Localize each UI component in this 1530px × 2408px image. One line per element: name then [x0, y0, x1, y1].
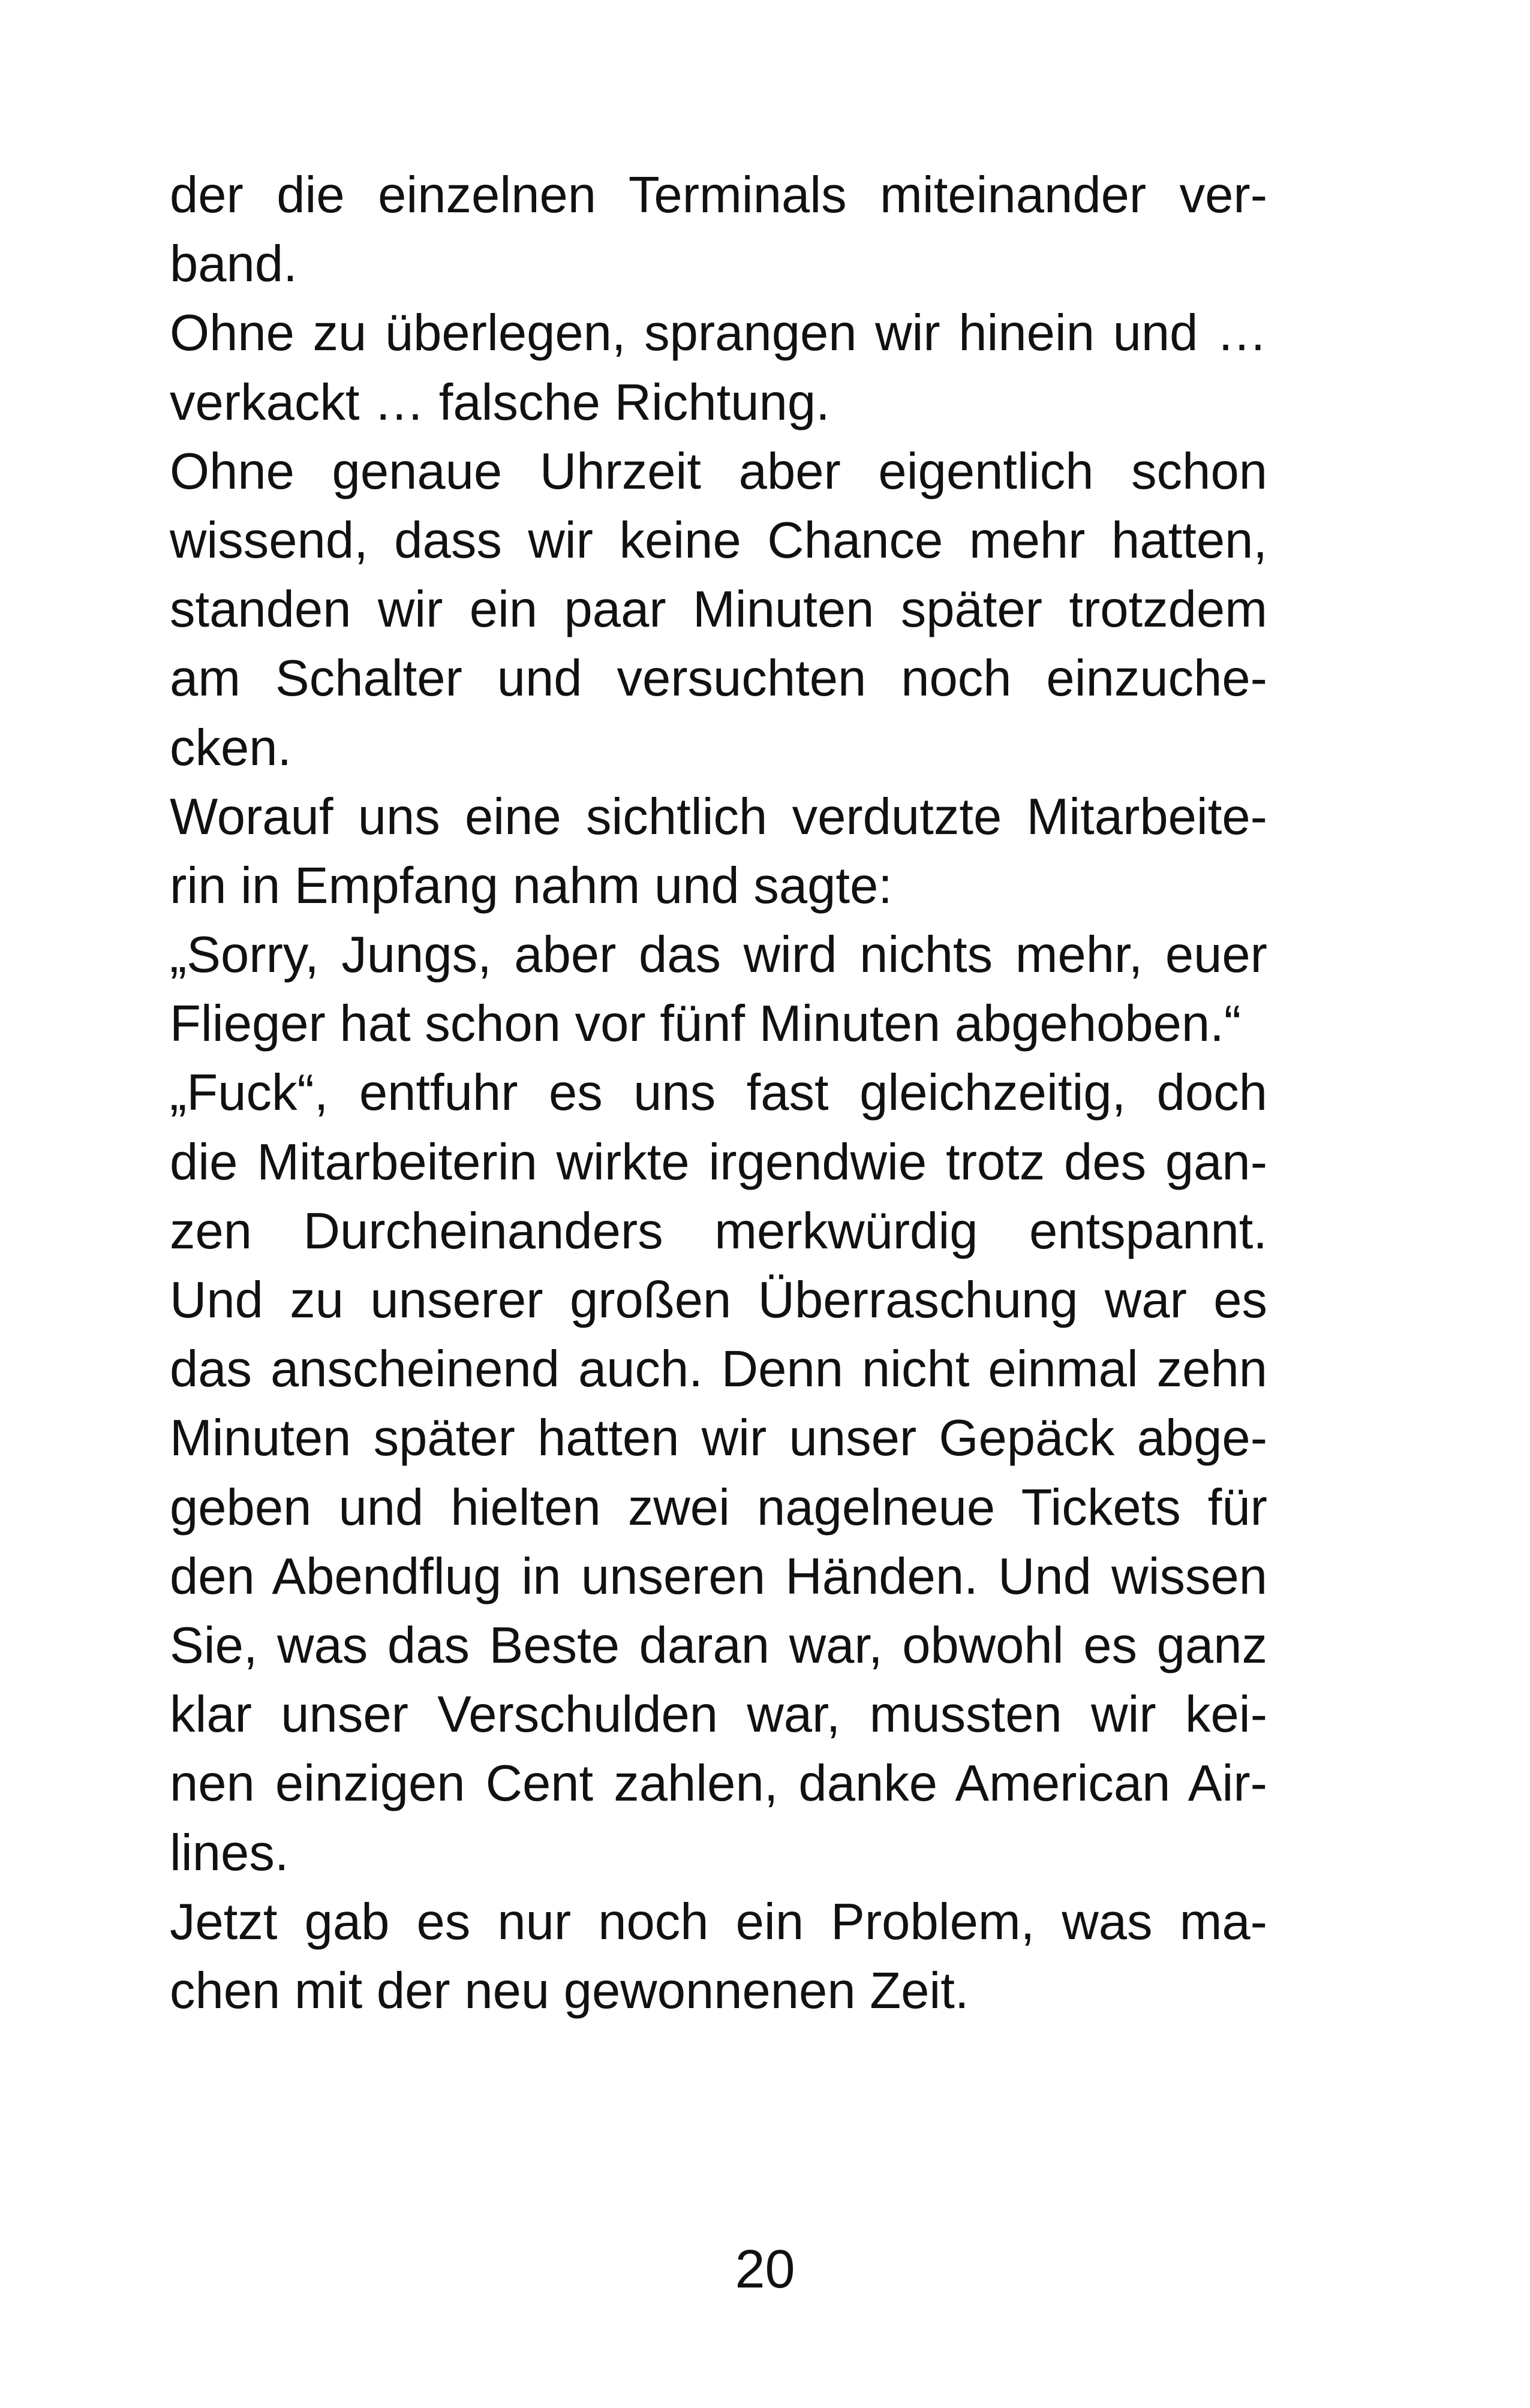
text-line: Jetzt gab es nur noch ein Problem, was ma- [170, 1893, 1267, 1951]
text-line: cken. [170, 719, 292, 776]
text-line: „Sorry, Jungs, aber das wird nichts mehr, euer [170, 926, 1267, 984]
text-line: rin in Empfang nahm und sagte: [170, 857, 892, 914]
text-line: Flieger hat schon vor fünf Minuten abgehoben.“ [170, 995, 1242, 1053]
text-line: den Abendflug in unseren Händen. Und wissen [170, 1548, 1267, 1605]
text-line: Ohne zu überlegen, sprangen wir hinein und … [170, 305, 1267, 362]
text-line: Sie, was das Beste daran war, obwohl es ganz [170, 1617, 1267, 1674]
text-line: die Mitarbeiterin wirkte irgendwie trotz des gan- [170, 1133, 1267, 1191]
text-line: Minuten später hatten wir unser Gepäck abge- [170, 1410, 1267, 1467]
text-line: Worauf uns eine sichtlich verdutzte Mitarbeite- [170, 788, 1267, 845]
text-line: chen mit der neu gewonnenen Zeit. [170, 1962, 969, 2019]
text-line: nen einzigen Cent zahlen, danke American Air- [170, 1755, 1267, 1813]
text-line: am Schalter und versuchten noch einzuche- [170, 650, 1267, 708]
text-line: Ohne genaue Uhrzeit aber eigentlich schon [170, 443, 1267, 500]
text-line: verkackt … falsche Richtung. [170, 374, 830, 431]
text-line: zen Durcheinanders merkwürdig entspannt. [170, 1202, 1267, 1260]
text-line: wissend, dass wir keine Chance mehr hatten, [170, 511, 1267, 569]
text-line: klar unser Verschulden war, mussten wir kei- [170, 1686, 1267, 1744]
text-line: Und zu unserer großen Überraschung war es [170, 1272, 1267, 1329]
text-line: das anscheinend auch. Denn nicht einmal zehn [170, 1341, 1267, 1398]
body-text [170, 161, 1267, 2025]
text-line: geben und hielten zwei nagelneue Tickets für [170, 1479, 1267, 1536]
text-line: band. [170, 236, 297, 293]
page-number: 20 [735, 2240, 795, 2299]
text-line: standen wir ein paar Minuten später trotzdem [170, 581, 1267, 639]
text-line: „Fuck“, entfuhr es uns fast gleichzeitig, doch [170, 1064, 1267, 1122]
text-line: der die einzelnen Terminals miteinander ver- [170, 167, 1267, 224]
text-line: lines. [170, 1824, 289, 1882]
